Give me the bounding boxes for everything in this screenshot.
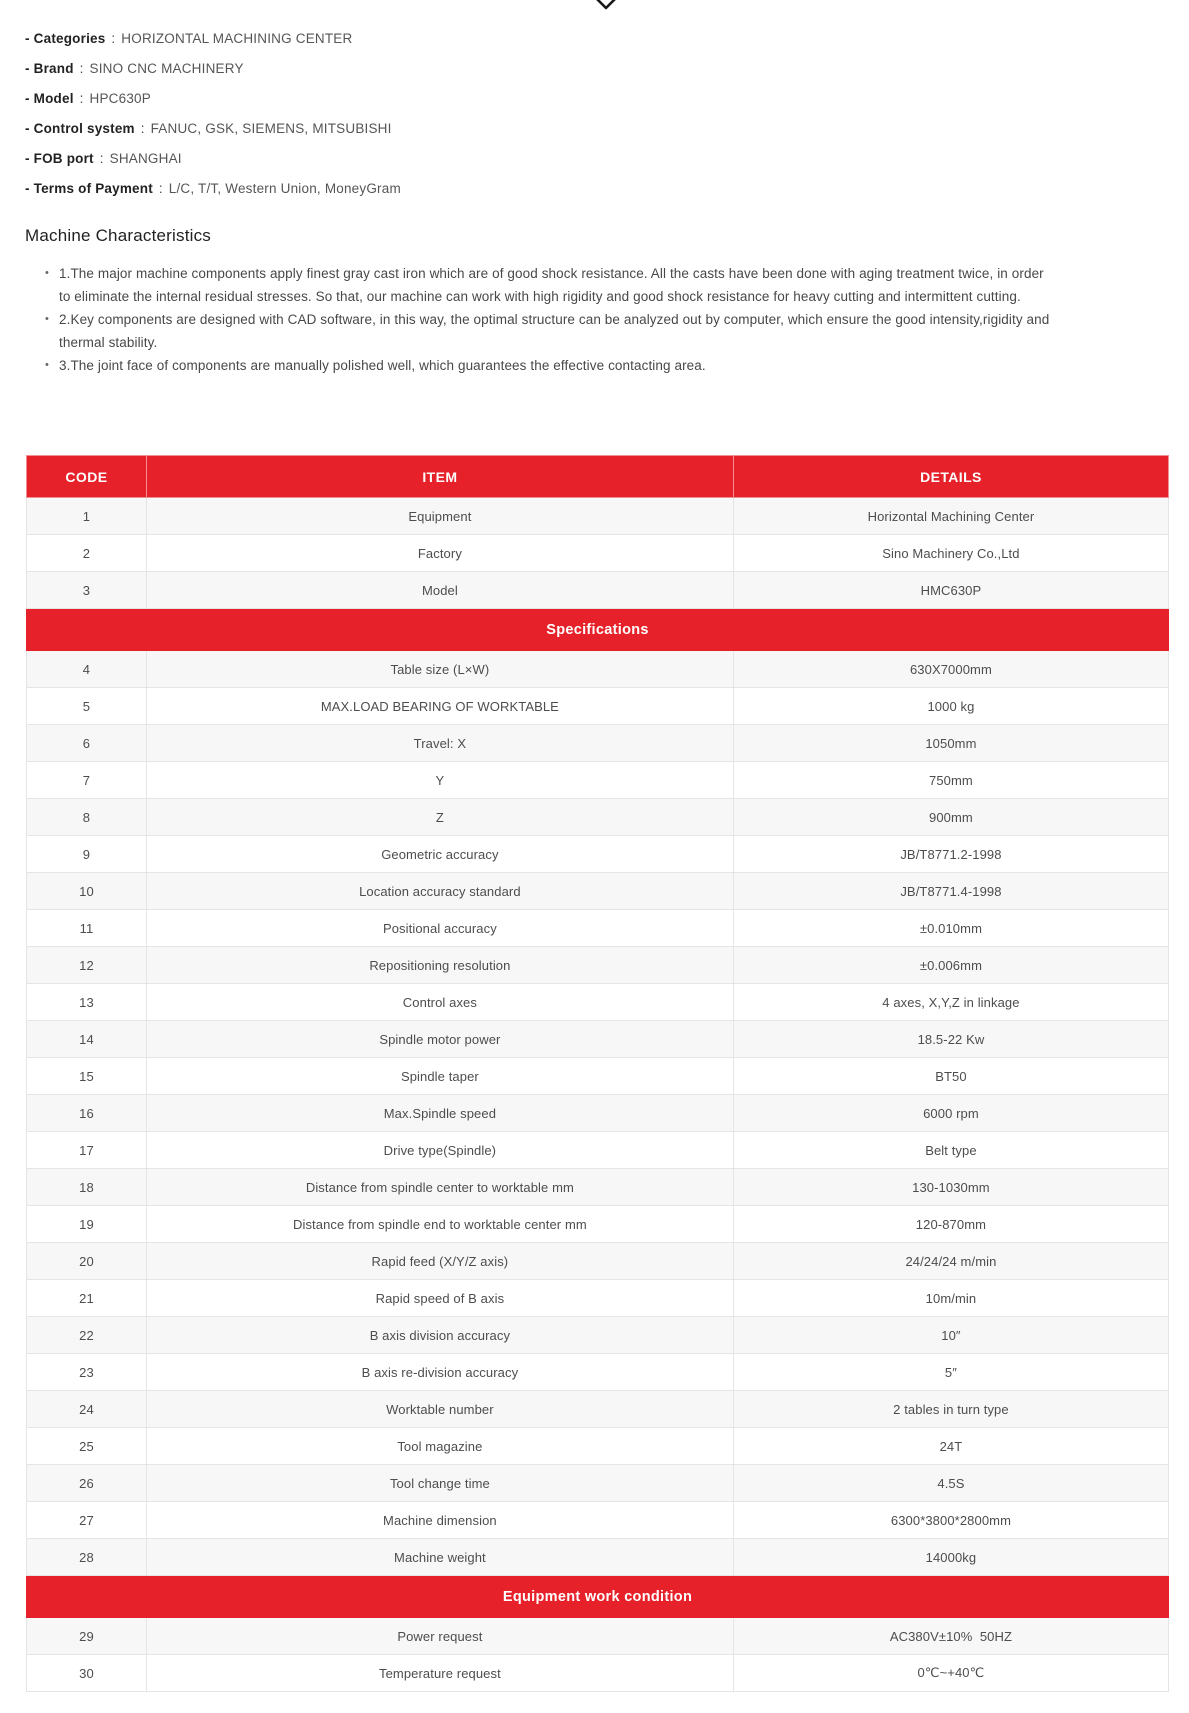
- info-value: HPC630P: [89, 91, 151, 106]
- table-row: [27, 651, 1169, 688]
- table-section-row: [27, 609, 1169, 651]
- table-row: [27, 799, 1169, 836]
- item-cell: Temperature request: [146, 1655, 733, 1692]
- info-separator: :: [79, 61, 84, 76]
- machine-characteristics-heading: Machine Characteristics: [25, 226, 211, 245]
- code-cell: 20: [27, 1243, 147, 1280]
- machine-characteristics-list: [45, 262, 1055, 377]
- item-cell: Positional accuracy: [146, 910, 733, 947]
- item-cell: Repositioning resolution: [146, 947, 733, 984]
- details-cell: BT50: [733, 1058, 1168, 1095]
- item-cell: Y: [146, 762, 733, 799]
- table-row: [27, 1428, 1169, 1465]
- code-cell: 6: [27, 725, 147, 762]
- dash-prefix: -: [25, 31, 30, 46]
- product-info-item-categories: [25, 24, 1189, 54]
- spec-table-head: [27, 456, 1169, 498]
- table-section-row: [27, 1576, 1169, 1618]
- details-cell: Belt type: [733, 1132, 1168, 1169]
- dash-prefix: -: [25, 151, 30, 166]
- details-cell: 24/24/24 m/min: [733, 1243, 1168, 1280]
- table-row: [27, 1465, 1169, 1502]
- code-cell: 15: [27, 1058, 147, 1095]
- table-row: [27, 1132, 1169, 1169]
- item-cell: Location accuracy standard: [146, 873, 733, 910]
- info-label: Categories: [33, 31, 106, 46]
- item-cell: Travel: X: [146, 725, 733, 762]
- details-cell: JB/T8771.2-1998: [733, 836, 1168, 873]
- info-label: FOB port: [33, 151, 94, 166]
- product-info-item-model: [25, 84, 1189, 114]
- item-cell: Table size (L×W): [146, 651, 733, 688]
- table-row: [27, 1280, 1169, 1317]
- details-cell: 4.5S: [733, 1465, 1168, 1502]
- col-header-item: ITEM: [146, 456, 733, 498]
- table-row: [27, 1655, 1169, 1692]
- details-cell: 2 tables in turn type: [733, 1391, 1168, 1428]
- info-value: SHANGHAI: [109, 151, 182, 166]
- details-cell: 24T: [733, 1428, 1168, 1465]
- code-cell: 29: [27, 1618, 147, 1655]
- item-cell: Model: [146, 572, 733, 609]
- characteristic-item: [45, 354, 1055, 377]
- details-cell: JB/T8771.4-1998: [733, 873, 1168, 910]
- product-info-item-terms-of-payment: [25, 174, 1189, 204]
- item-cell: Distance from spindle end to worktable center mm: [146, 1206, 733, 1243]
- code-cell: 3: [27, 572, 147, 609]
- details-cell: HMC630P: [733, 572, 1168, 609]
- details-cell: 120-870mm: [733, 1206, 1168, 1243]
- details-cell: ±0.010mm: [733, 910, 1168, 947]
- code-cell: 22: [27, 1317, 147, 1354]
- item-cell: Spindle motor power: [146, 1021, 733, 1058]
- col-header-code: CODE: [27, 456, 147, 498]
- code-cell: 13: [27, 984, 147, 1021]
- code-cell: 9: [27, 836, 147, 873]
- details-cell: 130-1030mm: [733, 1169, 1168, 1206]
- specification-table: [26, 455, 1169, 1692]
- info-value: SINO CNC MACHINERY: [89, 61, 244, 76]
- code-cell: 30: [27, 1655, 147, 1692]
- details-cell: 5″: [733, 1354, 1168, 1391]
- table-row: [27, 1206, 1169, 1243]
- product-info-item-fob-port: [25, 144, 1189, 174]
- code-cell: 11: [27, 910, 147, 947]
- table-row: [27, 1095, 1169, 1132]
- table-row: [27, 572, 1169, 609]
- code-cell: 24: [27, 1391, 147, 1428]
- code-cell: 8: [27, 799, 147, 836]
- table-row: [27, 535, 1169, 572]
- product-info-list: [0, 0, 1189, 204]
- code-cell: 14: [27, 1021, 147, 1058]
- chevron-down-icon[interactable]: [593, 0, 619, 12]
- details-cell: 10m/min: [733, 1280, 1168, 1317]
- item-cell: B axis division accuracy: [146, 1317, 733, 1354]
- characteristic-text: 3.The joint face of components are manually polished well, which guarantees the effective contacting area.: [59, 358, 706, 373]
- code-cell: 27: [27, 1502, 147, 1539]
- product-info-item-brand: [25, 54, 1189, 84]
- product-info-item-control-system: [25, 114, 1189, 144]
- col-header-details: DETAILS: [733, 456, 1168, 498]
- details-cell: 630X7000mm: [733, 651, 1168, 688]
- code-cell: 7: [27, 762, 147, 799]
- item-cell: Distance from spindle center to worktable mm: [146, 1169, 733, 1206]
- characteristic-text: 1.The major machine components apply finest gray cast iron which are of good shock resistance. All the casts have been done with aging treatment twice, in order to eliminate the internal residual stresses. So that, our machine can work with high rigidity and good shock resistance for heavy cutting and intermittent cutting.: [59, 266, 1044, 304]
- table-row: [27, 1354, 1169, 1391]
- details-cell: 14000kg: [733, 1539, 1168, 1576]
- details-cell: AC380V±10% 50HZ: [733, 1618, 1168, 1655]
- table-row: [27, 1317, 1169, 1354]
- dash-prefix: -: [25, 61, 30, 76]
- item-cell: Machine dimension: [146, 1502, 733, 1539]
- item-cell: MAX.LOAD BEARING OF WORKTABLE: [146, 688, 733, 725]
- table-row: [27, 947, 1169, 984]
- details-cell: Sino Machinery Co.,Ltd: [733, 535, 1168, 572]
- table-row: [27, 1058, 1169, 1095]
- table-row: [27, 836, 1169, 873]
- info-label: Model: [33, 91, 74, 106]
- item-cell: Max.Spindle speed: [146, 1095, 733, 1132]
- item-cell: B axis re-division accuracy: [146, 1354, 733, 1391]
- table-row: [27, 1169, 1169, 1206]
- table-row: [27, 1618, 1169, 1655]
- table-row: [27, 1539, 1169, 1576]
- dash-prefix: -: [25, 121, 30, 136]
- code-cell: 21: [27, 1280, 147, 1317]
- table-row: [27, 688, 1169, 725]
- info-value: L/C, T/T, Western Union, MoneyGram: [168, 181, 401, 196]
- info-label: Brand: [33, 61, 74, 76]
- item-cell: Equipment: [146, 498, 733, 535]
- details-cell: 6000 rpm: [733, 1095, 1168, 1132]
- table-row: [27, 1391, 1169, 1428]
- item-cell: Power request: [146, 1618, 733, 1655]
- code-cell: 2: [27, 535, 147, 572]
- details-cell: 0℃~+40℃: [733, 1655, 1168, 1692]
- item-cell: Tool magazine: [146, 1428, 733, 1465]
- table-row: [27, 1021, 1169, 1058]
- details-cell: Horizontal Machining Center: [733, 498, 1168, 535]
- item-cell: Drive type(Spindle): [146, 1132, 733, 1169]
- code-cell: 19: [27, 1206, 147, 1243]
- info-label: Terms of Payment: [33, 181, 153, 196]
- table-row: [27, 725, 1169, 762]
- code-cell: 18: [27, 1169, 147, 1206]
- item-cell: Factory: [146, 535, 733, 572]
- characteristic-text: 2.Key components are designed with CAD software, in this way, the optimal structure can be analyzed out by computer, which ensure the good intensity,rigidity and thermal stability.: [59, 312, 1050, 350]
- item-cell: Rapid speed of B axis: [146, 1280, 733, 1317]
- details-cell: 1000 kg: [733, 688, 1168, 725]
- details-cell: 6300*3800*2800mm: [733, 1502, 1168, 1539]
- item-cell: Control axes: [146, 984, 733, 1021]
- code-cell: 25: [27, 1428, 147, 1465]
- details-cell: 900mm: [733, 799, 1168, 836]
- code-cell: 12: [27, 947, 147, 984]
- item-cell: Z: [146, 799, 733, 836]
- info-separator: :: [140, 121, 145, 136]
- code-cell: 16: [27, 1095, 147, 1132]
- characteristic-item: [45, 262, 1055, 308]
- details-cell: 4 axes, X,Y,Z in linkage: [733, 984, 1168, 1021]
- info-label: Control system: [33, 121, 135, 136]
- dash-prefix: -: [25, 91, 30, 106]
- dash-prefix: -: [25, 181, 30, 196]
- table-row: [27, 873, 1169, 910]
- table-row: [27, 910, 1169, 947]
- details-cell: 18.5-22 Kw: [733, 1021, 1168, 1058]
- characteristic-item: [45, 308, 1055, 354]
- item-cell: Rapid feed (X/Y/Z axis): [146, 1243, 733, 1280]
- item-cell: Worktable number: [146, 1391, 733, 1428]
- item-cell: Geometric accuracy: [146, 836, 733, 873]
- details-cell: 750mm: [733, 762, 1168, 799]
- info-separator: :: [111, 31, 116, 46]
- code-cell: 28: [27, 1539, 147, 1576]
- info-value: FANUC, GSK, SIEMENS, MITSUBISHI: [150, 121, 392, 136]
- code-cell: 4: [27, 651, 147, 688]
- code-cell: 26: [27, 1465, 147, 1502]
- info-separator: :: [79, 91, 84, 106]
- code-cell: 17: [27, 1132, 147, 1169]
- code-cell: 5: [27, 688, 147, 725]
- item-cell: Machine weight: [146, 1539, 733, 1576]
- code-cell: 23: [27, 1354, 147, 1391]
- info-separator: :: [99, 151, 104, 166]
- section-label: Specifications: [27, 609, 1169, 651]
- item-cell: Spindle taper: [146, 1058, 733, 1095]
- table-row: [27, 762, 1169, 799]
- table-row: [27, 1243, 1169, 1280]
- info-value: HORIZONTAL MACHINING CENTER: [121, 31, 353, 46]
- code-cell: 10: [27, 873, 147, 910]
- section-label: Equipment work condition: [27, 1576, 1169, 1618]
- table-row: [27, 984, 1169, 1021]
- info-separator: :: [158, 181, 163, 196]
- details-cell: 1050mm: [733, 725, 1168, 762]
- spec-table-body: [27, 498, 1169, 1692]
- code-cell: 1: [27, 498, 147, 535]
- details-cell: 10″: [733, 1317, 1168, 1354]
- table-header-row: [27, 456, 1169, 498]
- table-row: [27, 498, 1169, 535]
- table-row: [27, 1502, 1169, 1539]
- details-cell: ±0.006mm: [733, 947, 1168, 984]
- item-cell: Tool change time: [146, 1465, 733, 1502]
